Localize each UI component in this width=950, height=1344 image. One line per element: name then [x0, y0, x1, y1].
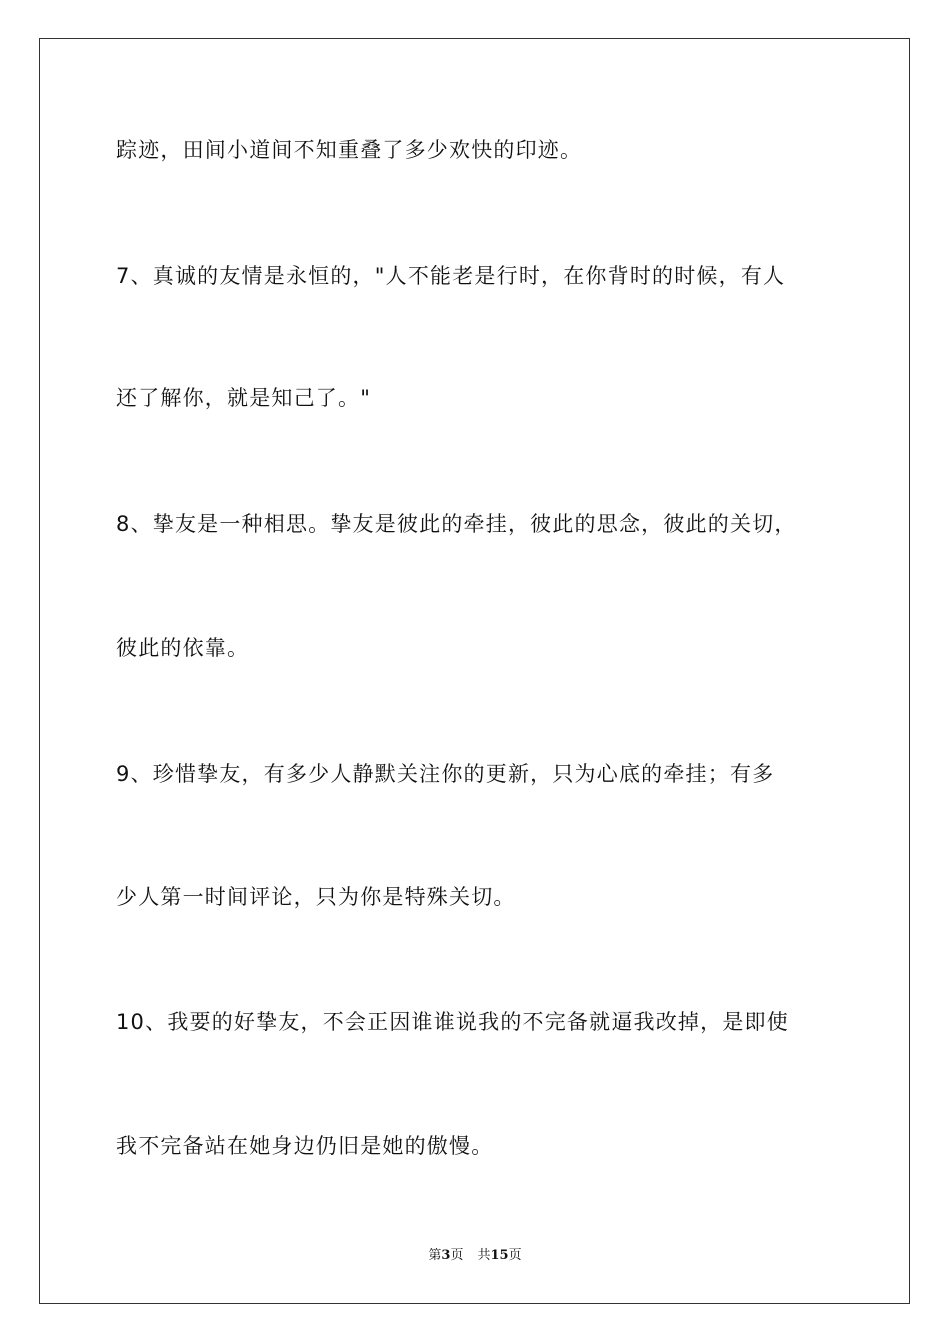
total-suffix: 页: [508, 1248, 522, 1263]
text-line-6: 9、珍惜挚友，有多少人静默关注你的更新，只为心底的牵挂；有多: [116, 762, 775, 786]
text-line-5: 彼此的依靠。: [116, 636, 250, 660]
page-frame: [39, 38, 910, 1304]
page-suffix: 页: [450, 1248, 464, 1263]
total-pages: 15: [490, 1248, 509, 1263]
text-line-1: 踪迹，田间小道间不知重叠了多少欢快的印迹。: [116, 138, 583, 162]
total-prefix: 共: [477, 1248, 491, 1263]
text-line-4: 8、挚友是一种相思。挚友是彼此的牵挂，彼此的思念，彼此的关切，: [116, 512, 797, 536]
text-line-2: 7、真诚的友情是永恒的，"人不能老是行时，在你背时的时候，有人: [116, 264, 786, 288]
page-number: 3: [441, 1248, 451, 1263]
text-line-7: 少人第一时间评论，只为你是特殊关切。: [116, 885, 516, 909]
page-footer: [0, 1246, 950, 1266]
page-prefix: 第: [428, 1248, 442, 1263]
text-line-3: 还了解你，就是知己了。": [116, 386, 372, 410]
text-line-8: 10、我要的好挚友，不会正因谁谁说我的不完备就逼我改掉，是即使: [116, 1010, 789, 1034]
text-line-9: 我不完备站在她身边仍旧是她的傲慢。: [116, 1134, 494, 1158]
